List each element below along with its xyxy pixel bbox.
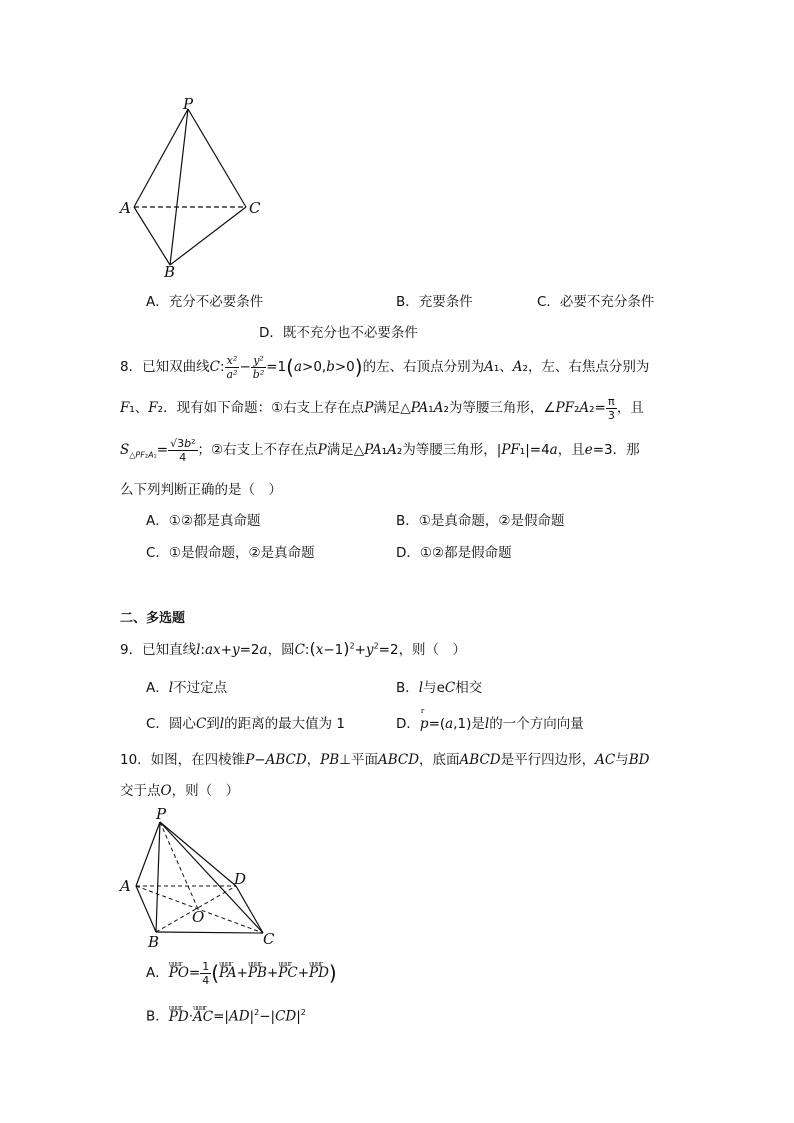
vertex-label: B <box>164 263 176 281</box>
q7-option-b[interactable]: B．充要条件 <box>396 294 473 310</box>
q8-option-a[interactable]: A．①②都是真命题 <box>146 513 261 529</box>
vertex-label: C <box>263 930 275 948</box>
q10-option-b[interactable]: B．uuur PD·uuur $AC=|AD|^2-|CD|^2$ <box>146 1000 306 1026</box>
vertex-label: P <box>156 805 167 823</box>
q9-option-d[interactable]: D．p r =(a,1)是l的一个方向向量 <box>396 707 584 732</box>
q8-line-2: F₁、F₂．现有如下命题：①右支上存在点P满足△PA₁A₂为等腰三角形，∠PF₂A₂= $\frac{\pi}{3}$ ，且 <box>120 394 644 422</box>
q7-option-d[interactable]: D．既不充分也不必要条件 <box>259 325 418 341</box>
q7-tetrahedron-figure <box>110 95 280 285</box>
q10-stem-line-2: 交于点O，则（ ） <box>120 783 240 799</box>
q8-option-c[interactable]: C．①是假命题，②是真命题 <box>146 545 315 561</box>
vertex-label: A <box>120 199 131 217</box>
q9-option-b[interactable]: B．l与eC相交 <box>396 680 483 696</box>
q10-option-a[interactable]: A．uuur PO= $\frac{1}{4}$ (uuur PA+uuur PB+uuur PC+uuur PD) <box>146 958 337 988</box>
vertex-label: B <box>148 933 160 951</box>
q10-pyramid-figure <box>110 802 290 952</box>
vertex-label: D <box>234 870 247 888</box>
q9-option-a[interactable]: A．l不过定点 <box>146 680 228 696</box>
q8-number: 8．已知双曲线 <box>120 359 210 375</box>
q7-option-c[interactable]: C．必要不充分条件 <box>537 294 655 310</box>
q8-option-b[interactable]: B．①是真命题，②是假命题 <box>396 513 565 529</box>
q7-option-a[interactable]: A．充分不必要条件 <box>146 294 264 310</box>
q9-stem: 9．已知直线l:ax+y=2a，圆$C:(x-1)^2+y^2=2$，则（ ） <box>120 639 467 658</box>
q8-line-3: $S_{\triangle PF_2A_1}=$ $\frac{\text{√3b²}}{4}$ ；②右支上不存在点P满足△PA₁A₂为等腰三角形，|PF₁|=4a，且e=3．那 <box>120 436 640 464</box>
q10-stem-line-1: 10．如图，在四棱锥P−ABCD，PB⊥平面ABCD，底面ABCD是平行四边形，AC与BD <box>120 752 650 768</box>
vertex-label: P <box>183 95 194 113</box>
vertex-label: O <box>192 908 205 926</box>
q8-option-d[interactable]: D．①②都是假命题 <box>396 545 512 561</box>
q9-option-c[interactable]: C．圆心C到l的距离的最大值为 1 <box>146 716 345 732</box>
vertex-label: A <box>120 877 131 895</box>
q8-line-4: 么下列判断正确的是（ ） <box>120 482 282 498</box>
vertex-label: C <box>249 199 261 217</box>
q8-line-1: 8．已知双曲线C: $\frac{\text{x²}}{\text{a²}}$ − $\frac{\text{y²}}{\text{b²}}$ =1(a>0,b>0)的左、右顶点分别为A₁、A₂，左、右焦点分别为 <box>120 353 650 381</box>
section-title: 二、多选题 <box>120 611 186 626</box>
